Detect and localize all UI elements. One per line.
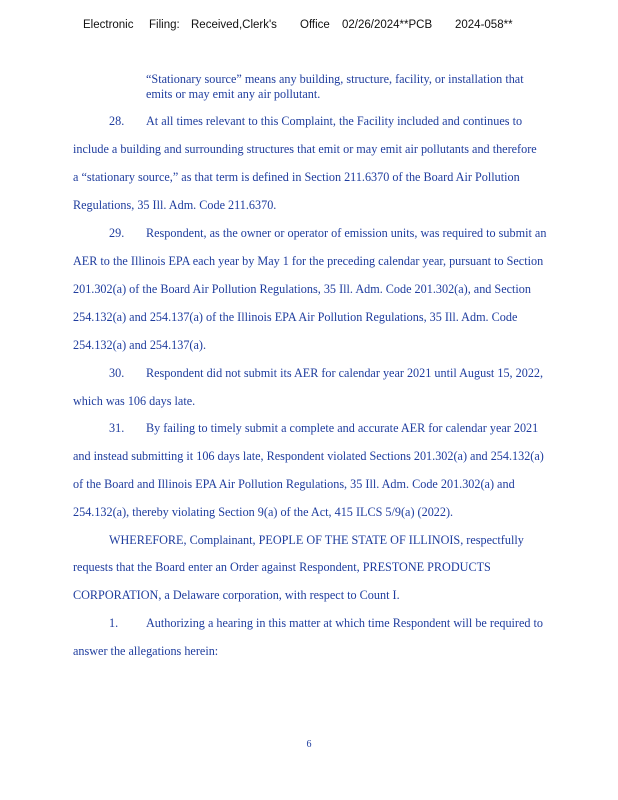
p31-line-1: By failing to timely submit a complete and accurate AER for calendar year 2021 bbox=[146, 421, 539, 435]
p29-line-4: 254.132(a) and 254.137(a) of the Illinois EPA Air Pollution Regulations, 35 Ill. Adm. Code bbox=[73, 310, 518, 324]
p28-line-1: At all times relevant to this Complaint, the Facility included and continues to bbox=[146, 114, 523, 128]
quote-line-1: “Stationary source” means any building, structure, facility, or installation that bbox=[146, 72, 524, 86]
p29-line-1: Respondent, as the owner or operator of emission units, was required to submit an bbox=[146, 226, 547, 240]
paragraph-number-31: 31. bbox=[109, 421, 125, 435]
paragraph-number-29: 29. bbox=[109, 226, 125, 240]
p30-line-1: Respondent did not submit its AER for calendar year 2021 until August 15, 2022, bbox=[146, 366, 544, 380]
paragraph-number-30: 30. bbox=[109, 366, 125, 380]
item1-line-1: Authorizing a hearing in this matter at which time Respondent will be required to bbox=[146, 616, 544, 630]
p31-line-3: of the Board and Illinois EPA Air Pollution Regulations, 35 Ill. Adm. Code 201.302(a) and bbox=[73, 477, 515, 491]
quote-line-2: emits or may emit any air pollutant. bbox=[146, 87, 321, 101]
wherefore-line-2: requests that the Board enter an Order against Respondent, PRESTONE PRODUCTS bbox=[73, 560, 491, 574]
wherefore-line-3: CORPORATION, a Delaware corporation, with respect to Count I. bbox=[73, 588, 400, 602]
p31-line-2: and instead submitting it 106 days late, Respondent violated Sections 201.302(a) and 254.132(a) bbox=[73, 449, 544, 463]
p28-line-3: a “stationary source,” as that term is defined in Section 211.6370 of the Board Air Pollution bbox=[73, 170, 520, 184]
paragraph-number-28: 28. bbox=[109, 114, 125, 128]
relief-item-number-1: 1. bbox=[109, 616, 119, 630]
p31-line-4: 254.132(a), thereby violating Section 9(a) of the Act, 415 ILCS 5/9(a) (2022). bbox=[73, 505, 454, 519]
header-office: Office bbox=[300, 19, 330, 31]
filing-stamp-header bbox=[0, 19, 618, 35]
header-date: 02/26/2024**PCB bbox=[342, 19, 433, 31]
p30-line-2: which was 106 days late. bbox=[73, 394, 196, 408]
header-filing: Filing: bbox=[149, 19, 180, 31]
p29-line-3: 201.302(a) of the Board Air Pollution Regulations, 35 Ill. Adm. Code 201.302(a), and Section bbox=[73, 282, 531, 296]
header-case-number: 2024-058** bbox=[455, 19, 513, 31]
page-number: 6 bbox=[306, 739, 312, 750]
p29-line-2: AER to the Illinois EPA each year by May 1 for the preceding calendar year, pursuant to Section bbox=[73, 254, 544, 268]
p28-line-4: Regulations, 35 Ill. Adm. Code 211.6370. bbox=[73, 198, 277, 212]
header-electronic: Electronic bbox=[83, 19, 134, 31]
item1-line-2: answer the allegations herein: bbox=[73, 644, 219, 658]
wherefore-line-1: WHEREFORE, Complainant, PEOPLE OF THE STATE OF ILLINOIS, respectfully bbox=[109, 533, 524, 547]
p28-line-2: include a building and surrounding structures that emit or may emit air pollutants and therefore bbox=[73, 142, 537, 156]
p29-line-5: 254.132(a) and 254.137(a). bbox=[73, 338, 207, 352]
header-received: Received,Clerk's bbox=[191, 19, 277, 31]
